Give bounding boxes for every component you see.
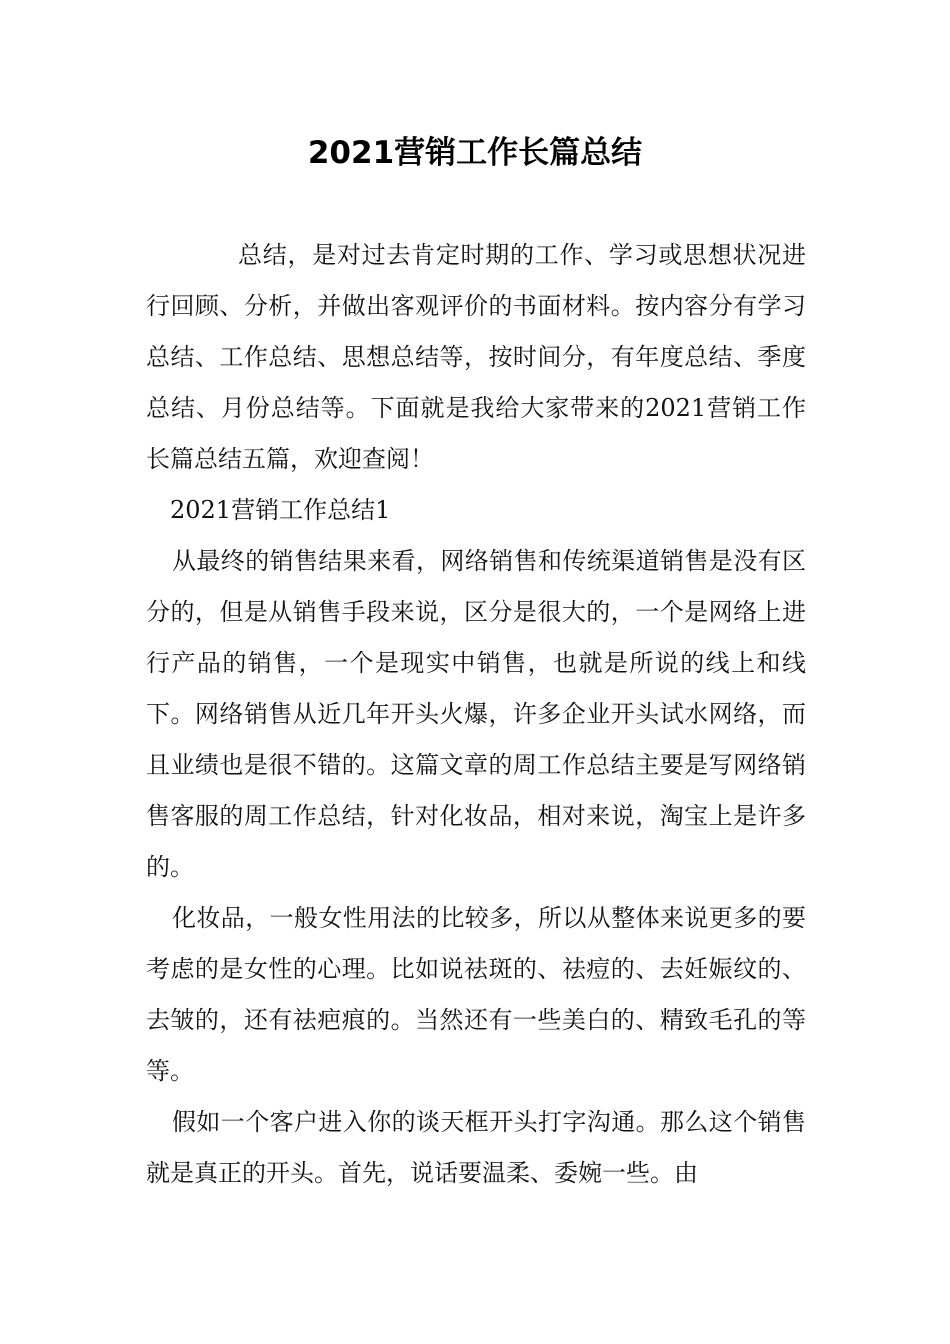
body-paragraph: 假如一个客户进入你的谈天框开头打字沟通。那么这个销售就是真正的开头。首先，说话要温柔、委婉一些。由 [146, 1108, 806, 1187]
document-body [146, 230, 806, 1199]
body-paragraph: 化妆品，一般女性用法的比较多，所以从整体来说更多的要考虑的是女性的心理。比如说祛斑的、祛痘的、去妊娠纹的、去皱的，还有祛疤痕的。当然还有一些美白的、精致毛孔的等等。 [146, 904, 806, 1085]
section-heading: 2021营销工作总结1 [170, 496, 391, 524]
document-title: 2021营销工作长篇总结 [307, 135, 643, 171]
intro-paragraph: 总结，是对过去肯定时期的工作、学习或思想状况进行回顾、分析，并做出客观评价的书面材料。按内容分有学习总结、工作总结、思想总结等，按时间分，有年度总结、季度总结、月份总结等。下面就是我给大家带来的2021营销工作长篇总结五篇，欢迎查阅！ [146, 241, 806, 473]
body-paragraph: 从最终的销售结果来看，网络销售和传统渠道销售是没有区分的，但是从销售手段来说，区分是很大的，一个是网络上进行产品的销售，一个是现实中销售，也就是所说的线上和线下。网络销售从近几年开头火爆，许多企业开头试水网络，而且业绩也是很不错的。这篇文章的周工作总结主要是写网络销售客服的周工作总结，针对化妆品，相对来说，淘宝上是许多的。 [146, 547, 806, 881]
